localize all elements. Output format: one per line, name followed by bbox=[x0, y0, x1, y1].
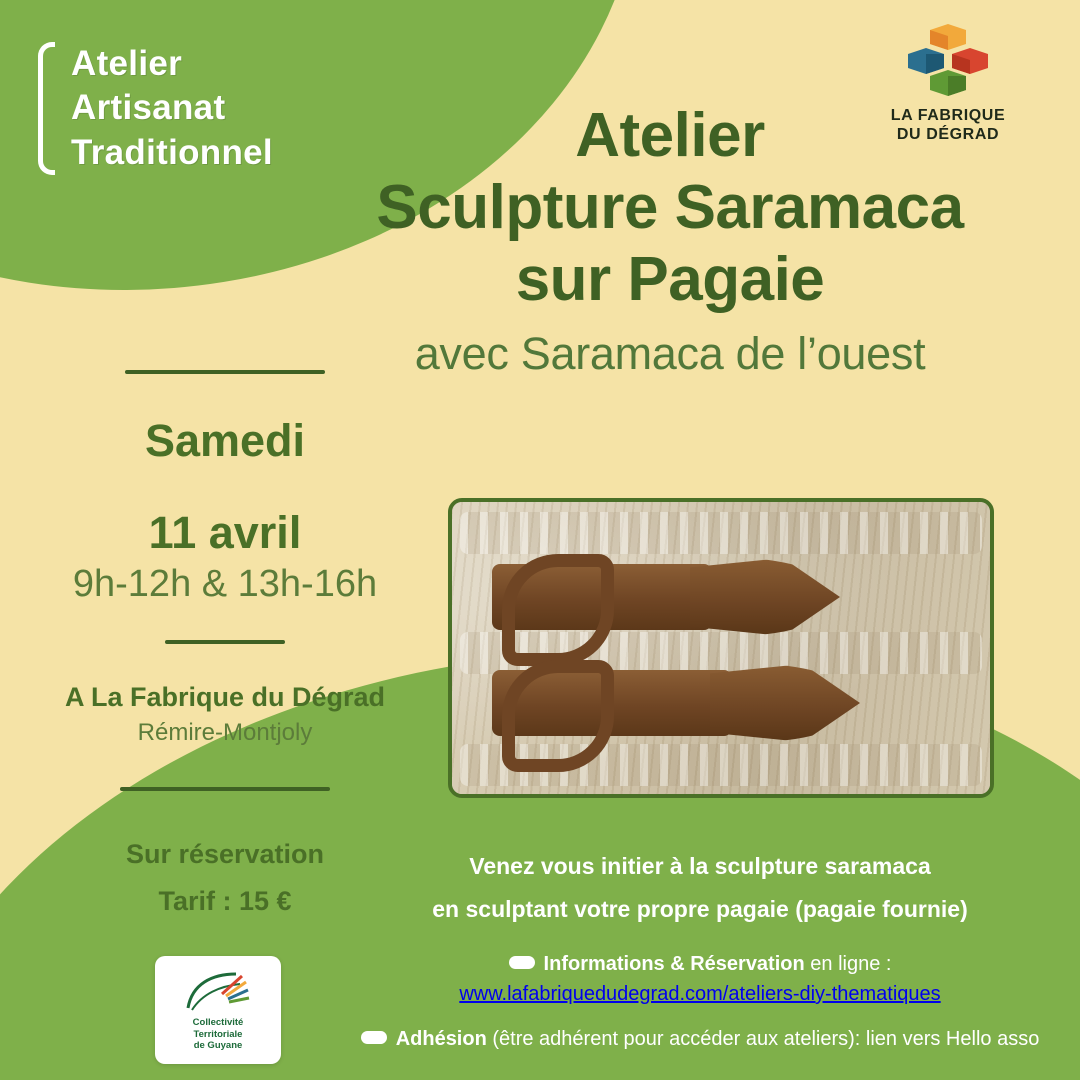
event-venue: A La Fabrique du Dégrad bbox=[64, 681, 386, 712]
photo-paddle-upper bbox=[492, 564, 712, 630]
footer-info-row bbox=[340, 949, 1060, 979]
footer-lead-line-1: Venez vous initier à la sculpture saramaca bbox=[469, 853, 931, 880]
divider-top bbox=[125, 370, 325, 374]
title-line-1: Atelier bbox=[575, 101, 765, 170]
footer-lead-line-2: en sculptant votre propre pagaie (pagaie fournie) bbox=[432, 896, 968, 923]
footer-info-rest: en ligne : bbox=[804, 953, 892, 975]
title-line-3: sur Pagaie bbox=[515, 244, 825, 314]
ctg-logo-icon bbox=[182, 968, 254, 1014]
category-line-1: Atelier bbox=[71, 44, 183, 83]
footer-information bbox=[340, 849, 1060, 1058]
event-city: Rémire-Montjoly bbox=[137, 718, 313, 746]
footer-adhesion-row bbox=[340, 1024, 1060, 1054]
event-date-day: Samedi bbox=[144, 415, 306, 466]
event-hours: 9h-12h & 13h-16h bbox=[72, 562, 378, 605]
brace-decoration bbox=[38, 42, 55, 175]
title-subtitle: avec Saramaca de l’ouest bbox=[414, 327, 926, 379]
logo-la-fabrique-du-degrad bbox=[858, 24, 1038, 144]
logo-name-line-1: LA FABRIQUE bbox=[890, 107, 1006, 124]
cube-logo-icon bbox=[900, 24, 996, 100]
title-line-2: Sculpture Saramaca bbox=[376, 172, 964, 242]
price-label: Tarif : 15 € bbox=[158, 886, 292, 917]
category-line-2: Artisanat bbox=[71, 88, 226, 128]
bullet-pill-icon-2 bbox=[361, 1031, 387, 1044]
photo-paddle-knot-upper bbox=[502, 554, 614, 666]
category-label-text bbox=[71, 42, 273, 175]
divider-middle bbox=[165, 640, 285, 644]
footer-adhesion-bold: Adhésion bbox=[395, 1028, 487, 1050]
logo-name-line-2: DU DÉGRAD bbox=[896, 126, 1000, 144]
footer-info-bold: Informations & Réservation bbox=[543, 953, 805, 975]
bullet-pill-icon bbox=[509, 956, 535, 969]
event-date-number: 11 avril bbox=[148, 507, 302, 559]
photo-background bbox=[452, 502, 990, 794]
category-line-3: Traditionnel bbox=[71, 132, 273, 172]
photo-paddle-lower bbox=[492, 670, 732, 736]
ctg-name-line-3: de Guyane bbox=[193, 1040, 243, 1052]
photo-paddle-knot-lower bbox=[502, 660, 614, 772]
divider-bottom bbox=[120, 787, 330, 791]
workshop-photo bbox=[448, 498, 994, 798]
photo-carving-band-top bbox=[460, 512, 982, 554]
category-label bbox=[38, 42, 273, 175]
reservation-link[interactable]: www.lafabriquedudegrad.com/ateliers-diy-thematiques bbox=[459, 983, 941, 1005]
logo-collectivite-territoriale-guyane bbox=[155, 956, 281, 1064]
ctg-name-line-2: Territoriale bbox=[193, 1028, 243, 1040]
ctg-name-line-1: Collectivité bbox=[192, 1016, 244, 1028]
footer-adhesion-rest: (être adhérent pour accéder aux ateliers): lien vers Hello asso bbox=[486, 1028, 1040, 1050]
booking-notice: Sur réservation bbox=[125, 838, 325, 869]
event-details bbox=[40, 370, 410, 925]
